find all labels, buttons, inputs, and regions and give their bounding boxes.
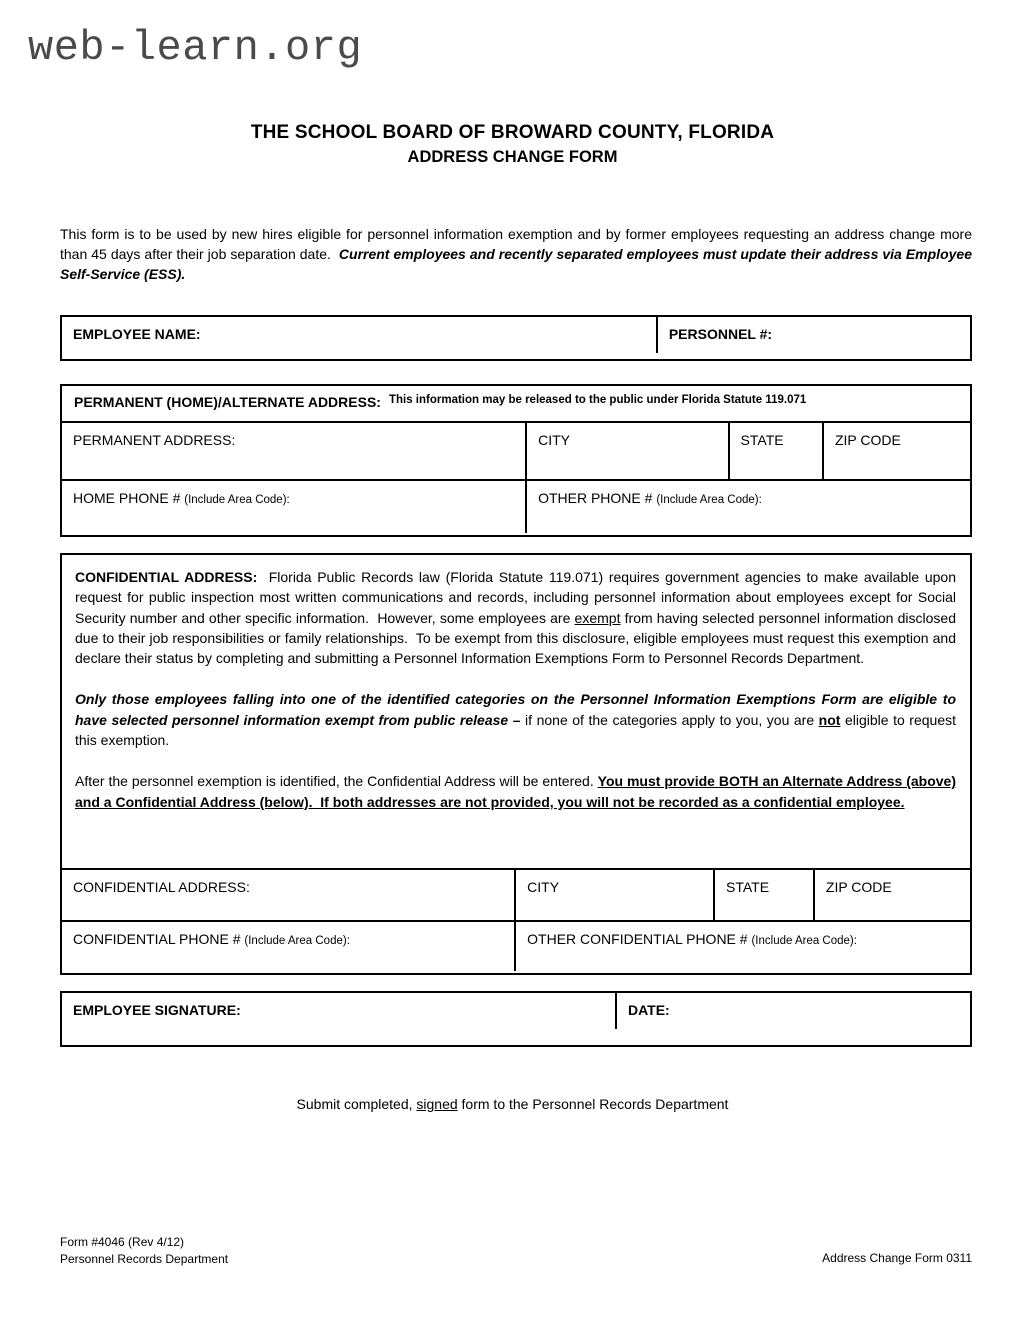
confidential-address-section: [60, 553, 972, 975]
confidential-address-label: CONFIDENTIAL ADDRESS:: [73, 879, 250, 895]
site-logo: web-learn.org: [28, 24, 363, 72]
other-phone-field[interactable]: [525, 481, 970, 533]
footer-department: Personnel Records Department: [60, 1252, 229, 1266]
other-confidential-phone-note: (Include Area Code):: [751, 935, 857, 947]
home-phone-note: (Include Area Code):: [184, 494, 290, 506]
permanent-zip-field[interactable]: [822, 423, 970, 479]
confidential-paragraph-2: [75, 689, 956, 750]
submit-text-b: form to the Personnel Records Department: [457, 1096, 729, 1112]
not-underlined-word: not: [818, 711, 841, 728]
intro-text: This form is to be used by new hires eligible for personnel information exemption and by former employees requesting an address change more than 45 days after their job separation date.: [60, 226, 972, 262]
confidential-zip-field[interactable]: [813, 870, 970, 920]
date-field[interactable]: [615, 993, 970, 1029]
confidential-phone-label: CONFIDENTIAL PHONE #: [73, 931, 245, 947]
submit-instruction: [0, 1096, 1025, 1112]
confidential-zip-label: ZIP CODE: [825, 879, 892, 895]
employee-name-field[interactable]: [62, 317, 656, 353]
permanent-state-field[interactable]: [728, 423, 822, 479]
intro-emphasis-text: Current employees and recently separated employees must update their address via Employee Self-Service (ESS).: [60, 246, 972, 282]
personnel-number-field[interactable]: [656, 317, 970, 353]
confidential-p1-text-a: Florida Public Records law (Florida Statute 119.071) requires government agencies to make available upon request for public inspection most written communications and records, including personnel information about employees except for Social Security number and other specific information. However, some employees are: [75, 569, 956, 626]
other-confidential-phone-field[interactable]: [514, 922, 970, 971]
permanent-table-header: [62, 386, 970, 421]
permanent-address-label: PERMANENT ADDRESS:: [73, 432, 236, 448]
form-subtitle: ADDRESS CHANGE FORM: [407, 148, 618, 166]
permanent-address-table: [60, 384, 972, 537]
confidential-paragraphs: [62, 555, 970, 868]
personnel-number-label: PERSONNEL #:: [668, 326, 773, 342]
permanent-header-note: This information may be released to the public under Florida Statute 119.071: [388, 394, 807, 406]
other-phone-label: OTHER PHONE #: [538, 490, 657, 506]
confidential-phone-field[interactable]: [62, 922, 514, 971]
confidential-phone-note: (Include Area Code):: [244, 935, 350, 947]
confidential-p2-text-b: eligible to request this exemption.: [75, 711, 956, 749]
confidential-city-label: CITY: [527, 879, 560, 895]
form-title: THE SCHOOL BOARD OF BROWARD COUNTY, FLORIDA: [250, 122, 775, 143]
other-phone-note: (Include Area Code):: [656, 494, 762, 506]
other-confidential-phone-label: OTHER CONFIDENTIAL PHONE #: [527, 931, 752, 947]
employee-signature-field[interactable]: [62, 993, 615, 1029]
permanent-address-field[interactable]: [62, 423, 525, 479]
intro-paragraph: [60, 224, 972, 284]
submit-text-a: Submit completed,: [296, 1096, 417, 1112]
employee-info-table: [60, 315, 972, 361]
permanent-header-label: PERMANENT (HOME)/ALTERNATE ADDRESS:: [74, 394, 381, 410]
confidential-p2-text-a: if none of the categories apply to you, you are: [525, 711, 819, 728]
confidential-paragraph-1: [75, 567, 956, 668]
employee-name-label: EMPLOYEE NAME:: [73, 326, 201, 342]
permanent-state-label: STATE: [740, 432, 784, 448]
footer-form-number: Form #4046 (Rev 4/12): [60, 1235, 185, 1249]
footer-form-id: Address Change Form 0311: [822, 1251, 972, 1265]
confidential-p3-text-a: After the personnel exemption is identified, the Confidential Address will be entered.: [75, 773, 598, 790]
confidential-address-heading: CONFIDENTIAL ADDRESS:: [75, 569, 258, 585]
confidential-city-field[interactable]: [514, 870, 713, 920]
confidential-p1-text-b: from having selected personnel information disclosed due to their job responsibilities or family relationships. To be exempt from this disclosure, eligible employees must request this exemption and declare their status by completing and submitting a Personnel Information Exemptions Form to Personnel Records Department.: [75, 609, 956, 667]
exempt-underlined-word: exempt: [574, 609, 621, 626]
title-block: [0, 122, 1025, 167]
confidential-address-field[interactable]: [62, 870, 514, 920]
signed-underlined-word: signed: [416, 1096, 458, 1112]
footer-left: [60, 1234, 228, 1268]
confidential-state-field[interactable]: [713, 870, 813, 920]
confidential-state-label: STATE: [726, 879, 770, 895]
permanent-city-label: CITY: [538, 432, 570, 448]
home-phone-label: HOME PHONE #: [73, 490, 185, 506]
permanent-city-field[interactable]: [525, 423, 727, 479]
date-label: DATE:: [627, 1002, 670, 1018]
signature-table: [60, 991, 972, 1047]
confidential-paragraph-3: [75, 771, 956, 812]
both-addresses-warning: You must provide BOTH an Alternate Address (above) and a Confidential Address (below). If both addresses are not provided, you will not be recorded as a confidential employee.: [75, 773, 957, 810]
home-phone-field[interactable]: [62, 481, 525, 533]
permanent-zip-label: ZIP CODE: [834, 432, 901, 448]
confidential-p2-emphasis: Only those employees falling into one of the identified categories on the Personnel Information Exemptions Form are eligible to have selected personnel information exempt from public release –: [75, 691, 956, 728]
employee-signature-label: EMPLOYEE SIGNATURE:: [73, 1002, 241, 1018]
